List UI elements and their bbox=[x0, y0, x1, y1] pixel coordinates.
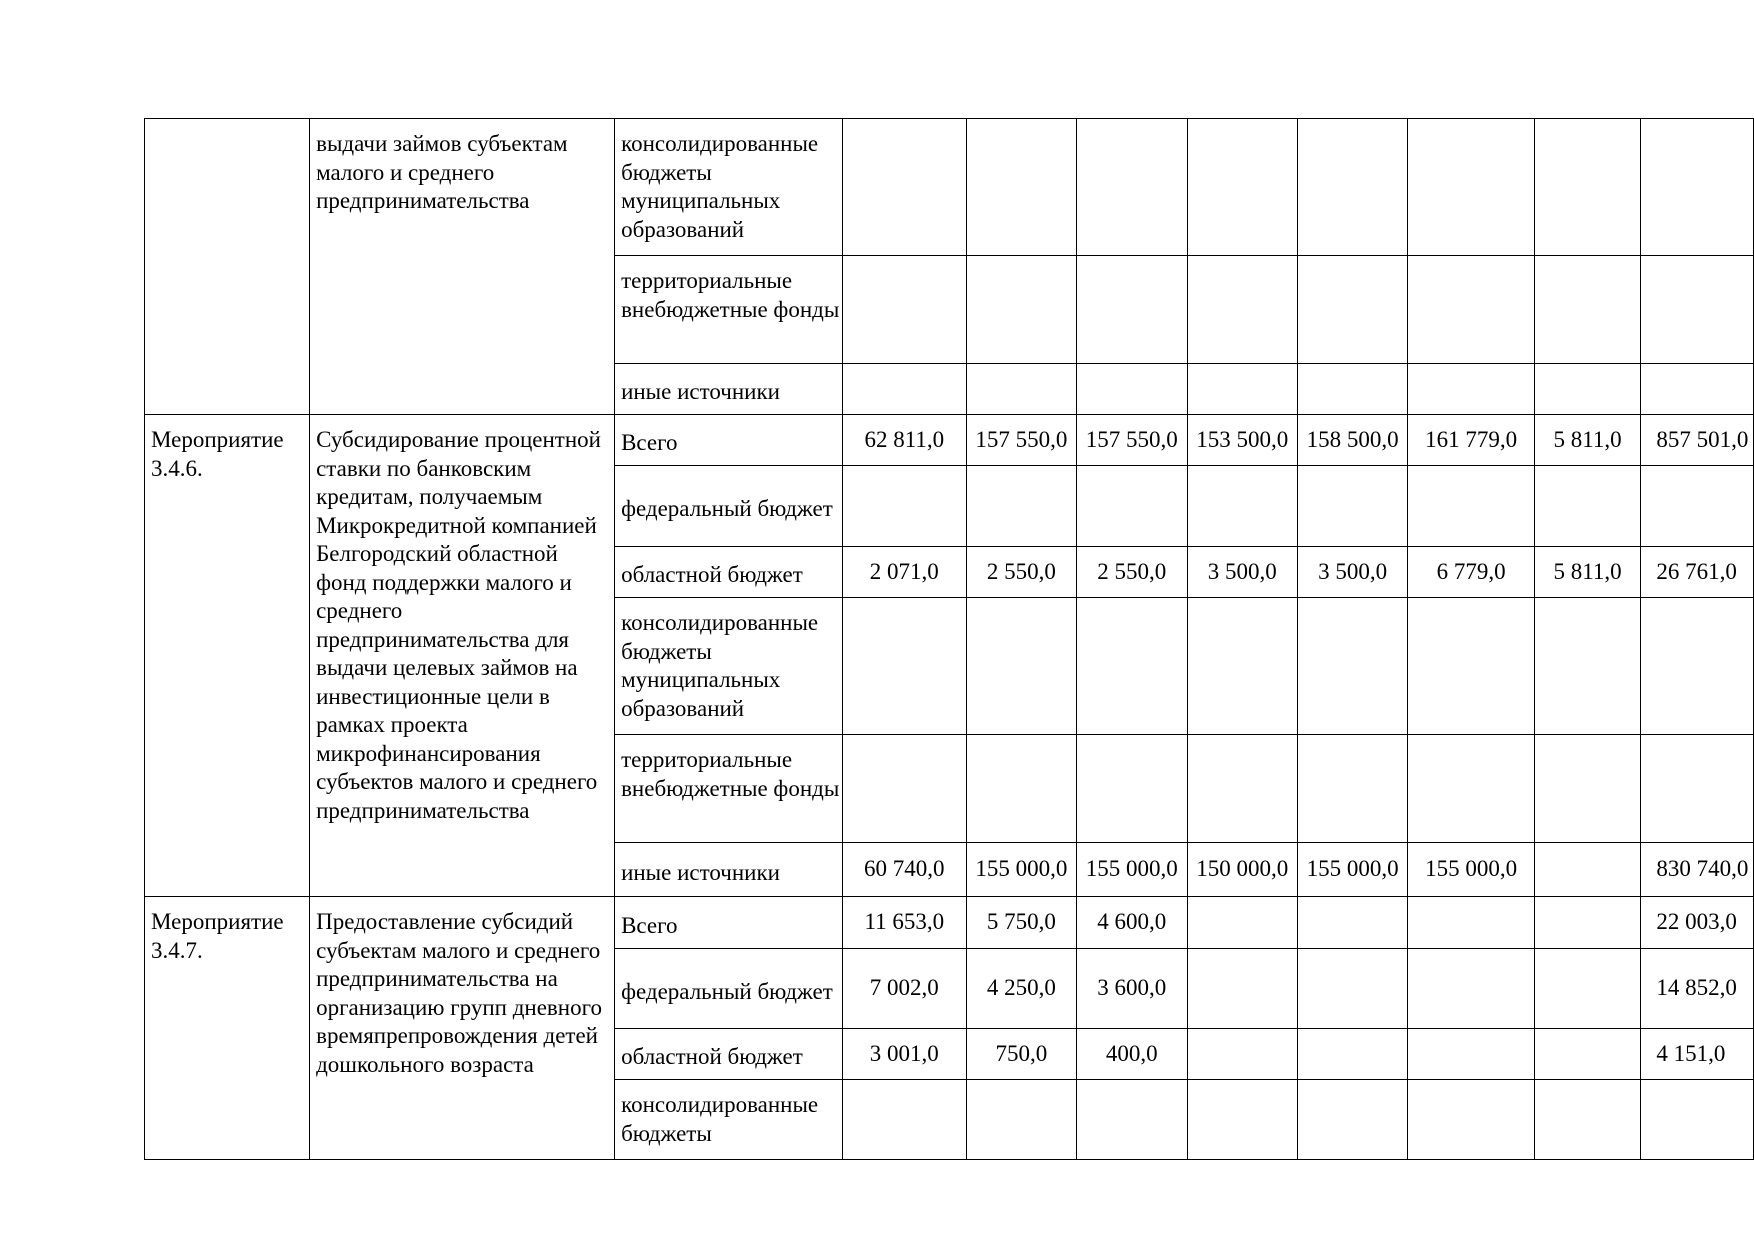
year-value-cell bbox=[1297, 256, 1407, 364]
year-value-cell bbox=[1408, 1029, 1534, 1080]
year-value-cell bbox=[1297, 1080, 1407, 1160]
year-value-cell bbox=[1187, 256, 1297, 364]
year-value-cell bbox=[1077, 735, 1187, 843]
year-value-cell bbox=[842, 598, 966, 735]
year-value-cell bbox=[1297, 119, 1407, 256]
funding-source-cell: областной бюджет bbox=[615, 1029, 843, 1080]
year-value-cell: 750,0 bbox=[966, 1029, 1076, 1080]
year-value-cell bbox=[1297, 466, 1407, 547]
funding-source-cell: иные источники bbox=[615, 364, 843, 415]
year-value-cell bbox=[1534, 735, 1641, 843]
total-value-cell: 4 151,0 bbox=[1641, 1029, 1754, 1080]
year-value-cell bbox=[1534, 949, 1641, 1029]
year-value-cell bbox=[1187, 735, 1297, 843]
year-value-cell bbox=[1297, 598, 1407, 735]
funding-source-cell: консолидированные бюджеты муниципальных образований bbox=[615, 119, 843, 256]
year-value-cell bbox=[842, 119, 966, 256]
funding-source-cell: Всего bbox=[615, 415, 843, 466]
year-value-cell bbox=[1077, 466, 1187, 547]
year-value-cell: 7 002,0 bbox=[842, 949, 966, 1029]
total-value-cell: 22 003,0 bbox=[1641, 897, 1754, 949]
year-value-cell bbox=[1534, 256, 1641, 364]
year-value-cell: 400,0 bbox=[1077, 1029, 1187, 1080]
year-value-cell: 3 600,0 bbox=[1077, 949, 1187, 1029]
measure-label-cell: Мероприятие 3.4.6. bbox=[145, 415, 310, 897]
year-value-cell: 6 779,0 bbox=[1408, 547, 1534, 598]
measure-description-cell: Субсидирование процентной ставки по банковским кредитам, получаемым Микрокредитной компанией Белгородский областной фонд поддержки малого и среднего предпринимательства для выдачи целевых займов на инвестиционные цели в рамках проекта микрофинансирования субъектов малого и среднего предпринимательства bbox=[310, 415, 615, 897]
table-row bbox=[145, 119, 1754, 256]
year-value-cell: 5 750,0 bbox=[966, 897, 1076, 949]
year-value-cell bbox=[966, 466, 1076, 547]
year-value-cell bbox=[1534, 1080, 1641, 1160]
total-value-cell bbox=[1641, 364, 1754, 415]
year-value-cell bbox=[1534, 843, 1641, 897]
funding-source-cell: федеральный бюджет bbox=[615, 949, 843, 1029]
year-value-cell bbox=[842, 735, 966, 843]
year-value-cell bbox=[1187, 119, 1297, 256]
year-value-cell bbox=[1077, 364, 1187, 415]
year-value-cell: 161 779,0 bbox=[1408, 415, 1534, 466]
year-value-cell bbox=[1187, 897, 1297, 949]
table-row bbox=[145, 415, 1754, 466]
year-value-cell: 5 811,0 bbox=[1534, 547, 1641, 598]
year-value-cell: 62 811,0 bbox=[842, 415, 966, 466]
year-value-cell bbox=[966, 1080, 1076, 1160]
funding-source-cell: областной бюджет bbox=[615, 547, 843, 598]
year-value-cell: 158 500,0 bbox=[1297, 415, 1407, 466]
year-value-cell bbox=[1077, 1080, 1187, 1160]
year-value-cell: 5 811,0 bbox=[1534, 415, 1641, 466]
year-value-cell: 155 000,0 bbox=[1077, 843, 1187, 897]
total-value-cell bbox=[1641, 466, 1754, 547]
year-value-cell bbox=[1077, 256, 1187, 364]
year-value-cell bbox=[1534, 1029, 1641, 1080]
year-value-cell bbox=[1187, 598, 1297, 735]
funding-source-cell: федеральный бюджет bbox=[615, 466, 843, 547]
year-value-cell bbox=[1534, 364, 1641, 415]
year-value-cell bbox=[1408, 1080, 1534, 1160]
year-value-cell: 150 000,0 bbox=[1187, 843, 1297, 897]
year-value-cell: 3 500,0 bbox=[1297, 547, 1407, 598]
funding-source-cell: консолидированные бюджеты муниципальных образований bbox=[615, 598, 843, 735]
measure-label-cell bbox=[145, 119, 310, 415]
year-value-cell bbox=[966, 256, 1076, 364]
year-value-cell bbox=[1187, 1080, 1297, 1160]
year-value-cell bbox=[1297, 735, 1407, 843]
total-value-cell bbox=[1641, 256, 1754, 364]
year-value-cell bbox=[1297, 897, 1407, 949]
year-value-cell: 153 500,0 bbox=[1187, 415, 1297, 466]
funding-source-cell: Всего bbox=[615, 897, 843, 949]
total-value-cell bbox=[1641, 119, 1754, 256]
year-value-cell: 3 001,0 bbox=[842, 1029, 966, 1080]
year-value-cell bbox=[1187, 466, 1297, 547]
table-row bbox=[145, 897, 1754, 949]
total-value-cell bbox=[1641, 598, 1754, 735]
year-value-cell bbox=[1187, 1029, 1297, 1080]
year-value-cell bbox=[1408, 897, 1534, 949]
year-value-cell bbox=[1187, 364, 1297, 415]
year-value-cell: 3 500,0 bbox=[1187, 547, 1297, 598]
measure-description-cell: выдачи займов субъектам малого и среднего предпринимательства bbox=[310, 119, 615, 415]
year-value-cell: 4 600,0 bbox=[1077, 897, 1187, 949]
year-value-cell bbox=[1408, 735, 1534, 843]
year-value-cell bbox=[1408, 119, 1534, 256]
year-value-cell bbox=[1187, 949, 1297, 1029]
total-value-cell bbox=[1641, 735, 1754, 843]
total-value-cell: 14 852,0 bbox=[1641, 949, 1754, 1029]
total-value-cell: 26 761,0 bbox=[1641, 547, 1754, 598]
year-value-cell bbox=[1534, 466, 1641, 547]
year-value-cell bbox=[1408, 256, 1534, 364]
year-value-cell: 157 550,0 bbox=[966, 415, 1076, 466]
year-value-cell bbox=[1534, 598, 1641, 735]
year-value-cell: 4 250,0 bbox=[966, 949, 1076, 1029]
year-value-cell: 2 550,0 bbox=[1077, 547, 1187, 598]
measure-label-cell: Мероприятие 3.4.7. bbox=[145, 897, 310, 1160]
total-value-cell: 830 740,0 bbox=[1641, 843, 1754, 897]
year-value-cell bbox=[966, 364, 1076, 415]
year-value-cell bbox=[966, 735, 1076, 843]
year-value-cell bbox=[1534, 119, 1641, 256]
year-value-cell bbox=[966, 598, 1076, 735]
year-value-cell bbox=[1534, 897, 1641, 949]
year-value-cell bbox=[1297, 949, 1407, 1029]
year-value-cell bbox=[842, 1080, 966, 1160]
year-value-cell bbox=[1297, 1029, 1407, 1080]
year-value-cell: 155 000,0 bbox=[966, 843, 1076, 897]
total-value-cell bbox=[1641, 1080, 1754, 1160]
year-value-cell: 157 550,0 bbox=[1077, 415, 1187, 466]
year-value-cell bbox=[842, 466, 966, 547]
funding-source-cell: консолидированные бюджеты bbox=[615, 1080, 843, 1160]
year-value-cell bbox=[1408, 364, 1534, 415]
funding-source-cell: территориальные внебюджетные фонды bbox=[615, 735, 843, 843]
year-value-cell: 155 000,0 bbox=[1408, 843, 1534, 897]
year-value-cell bbox=[1297, 364, 1407, 415]
year-value-cell bbox=[1077, 598, 1187, 735]
year-value-cell bbox=[1408, 598, 1534, 735]
funding-source-cell: иные источники bbox=[615, 843, 843, 897]
year-value-cell: 2 550,0 bbox=[966, 547, 1076, 598]
funding-source-cell: территориальные внебюджетные фонды bbox=[615, 256, 843, 364]
year-value-cell bbox=[966, 119, 1076, 256]
year-value-cell bbox=[842, 256, 966, 364]
year-value-cell: 155 000,0 bbox=[1297, 843, 1407, 897]
year-value-cell: 2 071,0 bbox=[842, 547, 966, 598]
year-value-cell: 60 740,0 bbox=[842, 843, 966, 897]
year-value-cell: 11 653,0 bbox=[842, 897, 966, 949]
year-value-cell bbox=[1408, 949, 1534, 1029]
total-value-cell: 857 501,0 bbox=[1641, 415, 1754, 466]
year-value-cell bbox=[1408, 466, 1534, 547]
year-value-cell bbox=[842, 364, 966, 415]
funding-table bbox=[144, 118, 1754, 1160]
year-value-cell bbox=[1077, 119, 1187, 256]
measure-description-cell: Предоставление субсидий субъектам малого и среднего предпринимательства на организацию групп дневного времяпрепровождения детей дошкольного возраста bbox=[310, 897, 615, 1160]
